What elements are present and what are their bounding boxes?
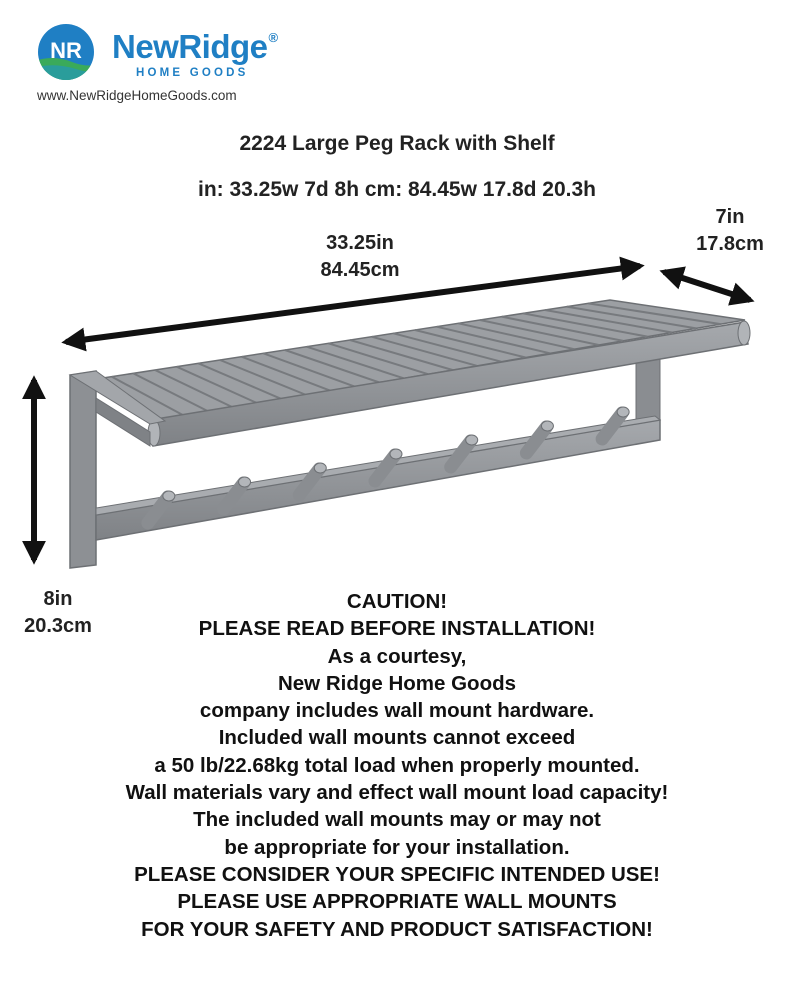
rack-rail-end-right (738, 321, 750, 345)
brand-subtitle: HOME GOODS (136, 67, 249, 79)
caution-line: FOR YOUR SAFETY AND PRODUCT SATISFACTION! (141, 917, 653, 941)
caution-line: a 50 lb/22.68kg total load when properly mounted. (154, 753, 640, 777)
caution-line: be appropriate for your installation. (224, 835, 570, 859)
caution-line: company includes wall mount hardware. (199, 699, 595, 723)
registered-mark: ® (268, 30, 278, 45)
brand-logo-letters: NR (50, 38, 82, 63)
caution-line: PLEASE USE APPROPRIATE WALL MOUNTS (177, 890, 617, 914)
height-inches: 8in (43, 588, 73, 610)
brand-name: NewRidge® (112, 28, 278, 65)
height-centimeters: 20.3cm (24, 615, 92, 637)
caution-line: CAUTION! (346, 590, 448, 613)
caution-line: Wall materials vary and effect wall mount load capacity! (125, 781, 669, 805)
caution-line: New Ridge Home Goods (277, 671, 517, 695)
caution-line: Included wall mounts cannot exceed (218, 726, 576, 750)
rack-left-side (70, 371, 96, 568)
caution-line: As a courtesy, (327, 644, 467, 668)
depth-inches: 7in (715, 206, 745, 228)
caution-notice (0, 588, 794, 943)
width-inches: 33.25in (326, 232, 394, 254)
width-centimeters: 84.45cm (320, 259, 400, 281)
caution-line: The included wall mounts may or may not (193, 808, 601, 832)
depth-arrow (664, 272, 750, 300)
product-title: 2224 Large Peg Rack with Shelf (239, 132, 555, 155)
brand-website: www.NewRidgeHomeGoods.com (37, 88, 237, 103)
caution-line: PLEASE CONSIDER YOUR SPECIFIC INTENDED USE! (134, 862, 660, 886)
depth-centimeters: 17.8cm (696, 233, 764, 255)
width-label (300, 230, 420, 284)
depth-label (680, 204, 780, 258)
caution-line: PLEASE READ BEFORE INSTALLATION! (198, 617, 596, 641)
product-dimensions: in: 33.25w 7d 8h cm: 84.45w 17.8d 20.3h (197, 178, 597, 201)
